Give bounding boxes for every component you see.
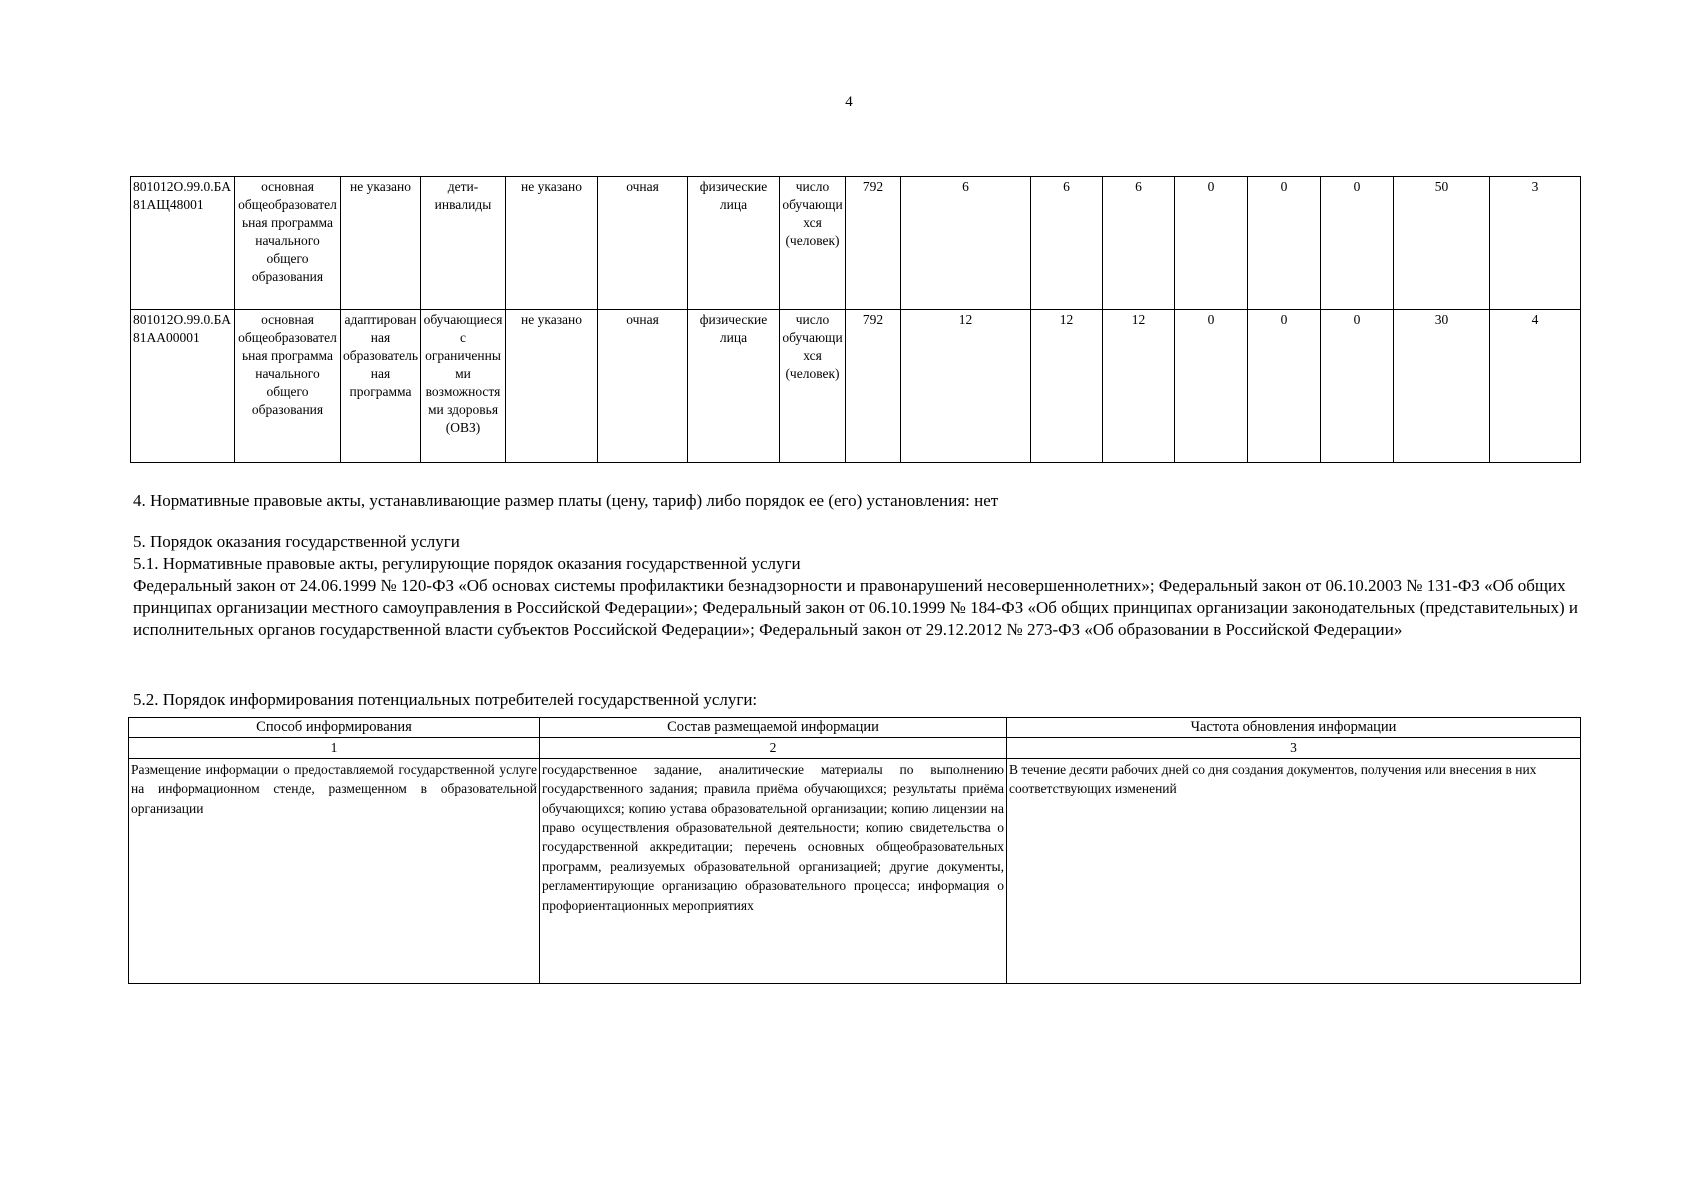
value-cell: 0 — [1321, 310, 1394, 463]
registry-code: 801012О.99.0.БА81АА00001 — [131, 310, 235, 463]
consumer-category: физические лица — [688, 310, 780, 463]
value-cell: 6 — [1103, 177, 1175, 310]
section-5-title: 5. Порядок оказания государственной услуги — [133, 532, 460, 551]
indicator-table — [130, 176, 1581, 463]
table-row — [131, 310, 1581, 463]
column-header: Способ информирования — [129, 718, 540, 738]
information-content: государственное задание, аналитические материалы по выполнению государственного задания; правила приёма обучающихся; результаты приёма обучающихся; копию устава образовательной организации; копию лицензии на право осуществления образовательной деятельности; копию свидетельства о государственной аккредитации; перечень основных общеобразовательных программ, реализуемых образовательной организацией; другие документы, регламентирующие организацию образовательного процесса; информация о профориентационных мероприятиях — [540, 758, 1007, 983]
column-number: 1 — [129, 738, 540, 758]
value-cell: 30 — [1394, 310, 1490, 463]
education-form: очная — [598, 310, 688, 463]
update-frequency: В течение десяти рабочих дней со дня создания документов, получения или внесения в них соответствующих изменений — [1007, 758, 1581, 983]
program-name: основная общеобразовательная программа начального общего образования — [235, 177, 341, 310]
section-4-text: 4. Нормативные правовые акты, устанавливающие размер платы (цену, тариф) либо порядок ее (его) установления: нет — [133, 491, 999, 510]
value-cell: 3 — [1490, 177, 1581, 310]
program-name: основная общеобразовательная программа начального общего образования — [235, 310, 341, 463]
information-table — [128, 717, 1581, 984]
value-cell: 12 — [1103, 310, 1175, 463]
page-number: 4 — [845, 94, 853, 110]
value-cell: 6 — [901, 177, 1031, 310]
column-header: Частота обновления информации — [1007, 718, 1581, 738]
value-cell: 0 — [1175, 177, 1248, 310]
service-location: не указано — [506, 310, 598, 463]
unit-name: число обучающихся (человек) — [780, 177, 846, 310]
student-category: дети-инвалиды — [421, 177, 506, 310]
section-5-1-title: 5.1. Нормативные правовые акты, регулирующие порядок оказания государственной услуги — [133, 554, 801, 573]
value-cell: 4 — [1490, 310, 1581, 463]
table-row — [129, 758, 1581, 983]
column-number: 2 — [540, 738, 1007, 758]
value-cell: 0 — [1321, 177, 1394, 310]
value-cell: 0 — [1248, 310, 1321, 463]
education-form: очная — [598, 177, 688, 310]
unit-code: 792 — [846, 310, 901, 463]
unit-code: 792 — [846, 177, 901, 310]
column-header: Состав размещаемой информации — [540, 718, 1007, 738]
value-cell: 50 — [1394, 177, 1490, 310]
program-type: не указано — [341, 177, 421, 310]
column-number: 3 — [1007, 738, 1581, 758]
value-cell: 0 — [1175, 310, 1248, 463]
student-category: обучающиеся с ограниченными возможностями здоровья (ОВЗ) — [421, 310, 506, 463]
section-5-2-title: 5.2. Порядок информирования потенциальных потребителей государственной услуги: — [133, 690, 758, 709]
value-cell: 0 — [1248, 177, 1321, 310]
unit-name: число обучающихся (человек) — [780, 310, 846, 463]
table-header-row — [129, 718, 1581, 738]
registry-code: 801012О.99.0.БА81АЩ48001 — [131, 177, 235, 310]
table-row — [131, 177, 1581, 310]
consumer-category: физические лица — [688, 177, 780, 310]
section-5-1-laws: Федеральный закон от 24.06.1999 № 120-ФЗ «Об основах системы профилактики безнадзорности и правонарушений несовершеннолетних»; Федеральный закон от 06.10.2003 № 131-ФЗ «Об общих принципах организации местного самоуправления в Российской Федерации»; Федеральный закон от 06.10.1999 № 184-ФЗ «Об общих принципах организации законодательных (представительных) и исполнительных органов государственной власти субъектов Российской Федерации»; Федеральный закон от 29.12.2012 № 273-ФЗ «Об образовании в Российской Федерации» — [133, 576, 1578, 639]
information-method: Размещение информации о предоставляемой государственной услуге на информационном стенде, размещенном в образовательной организации — [129, 758, 540, 983]
program-type: адаптированная образовательная программа — [341, 310, 421, 463]
value-cell: 6 — [1031, 177, 1103, 310]
value-cell: 12 — [1031, 310, 1103, 463]
service-location: не указано — [506, 177, 598, 310]
column-number-row — [129, 738, 1581, 758]
value-cell: 12 — [901, 310, 1031, 463]
